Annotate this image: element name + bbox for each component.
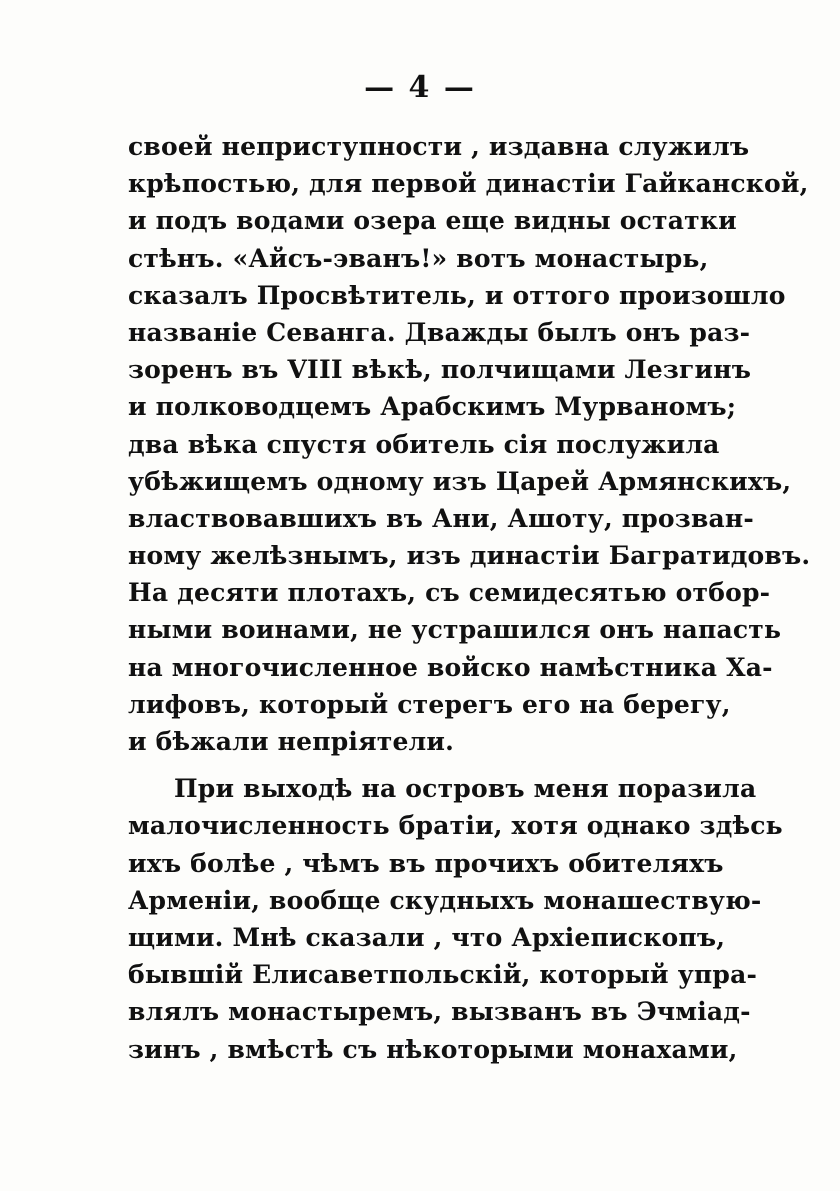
text-line: На десяти плотахъ, съ семидесятью отбор- [128,578,771,608]
text-line: два вѣка спустя обитель сія послужила [128,429,720,459]
text-line: При выходѣ на островъ меня поразила [174,774,757,804]
paragraph-gap [128,760,708,770]
text-line: на многочисленное войско намѣстника Ха- [128,652,773,682]
text-line: властвовавшихъ въ Ани, Ашоту, прозван- [128,503,755,533]
paragraph-2 [128,770,783,1068]
text-line: щими. Мнѣ сказали , что Архіепископъ, [128,922,726,952]
text-line: бывшій Елисаветпольскій, который упра- [128,960,758,990]
text-line: ному желѣзнымъ, изъ династіи Багратидовъ. [128,541,811,571]
text-line: Арменіи, вообще скудныхъ монашествую- [128,885,762,915]
text-line: малочисленность братіи, хотя однако здѣсь [128,811,783,841]
text-line: и подъ водами озера еще видны остатки [128,206,737,236]
text-line: крѣпостью, для первой династіи Гайканской, [128,169,809,199]
text-line: сказалъ Просвѣтитель, и оттого произошло [128,280,786,310]
text-line: влялъ монастыремъ, вызванъ въ Эчміад- [128,997,751,1027]
text-line: и полководцемъ Арабскимъ Мурваномъ; [128,392,737,422]
paragraph-1 [128,128,811,760]
text-line: стѣнъ. «Айсъ-эванъ!» вотъ монастырь, [128,243,709,273]
body-text [128,128,811,1068]
text-line: зинъ , вмѣстѣ съ нѣкоторыми монахами, [128,1034,738,1064]
text-line: ными воинами, не устрашился онъ напасть [128,615,782,645]
text-line: лифовъ, который стерегъ его на берегу, [128,689,731,719]
text-line: убѣжищемъ одному изъ Царей Армянскихъ, [128,466,792,496]
text-line: названіе Севанга. Дважды былъ онъ раз- [128,317,751,347]
text-line: своей неприступности , издавна служилъ [128,132,750,161]
text-line: и бѣжали непріятели. [128,727,455,756]
text-line: ихъ болѣе , чѣмъ въ прочихъ обителяхъ [128,848,724,878]
page-number: — 4 — [364,70,476,105]
text-line: зоренъ въ VIII вѣкѣ, полчищами Лезгинъ [128,355,752,385]
